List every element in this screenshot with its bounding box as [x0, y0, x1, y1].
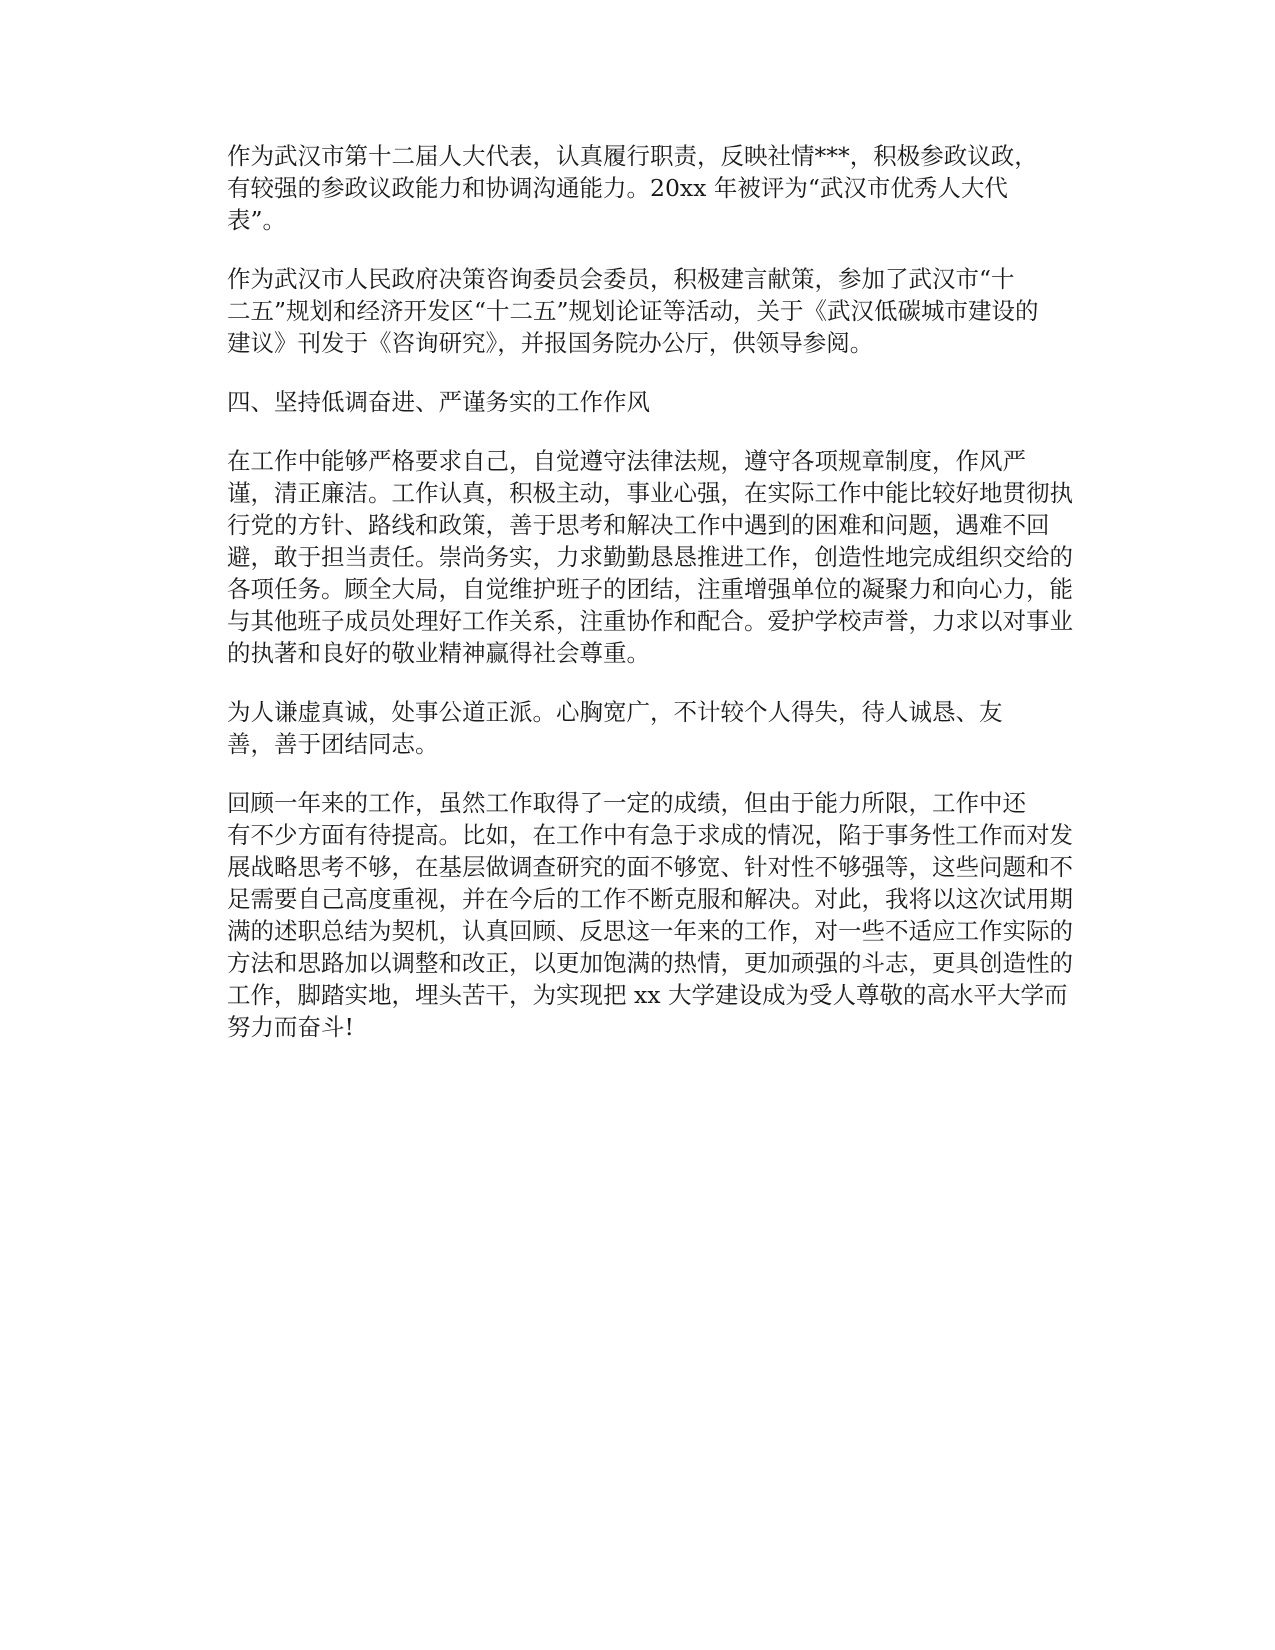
text-line: 展战略思考不够，在基层做调查研究的面不够宽、针对性不够强等，这些问题和不 — [227, 853, 1073, 881]
text-line: 建议》刊发于《咨询研究》，并报国务院办公厅，供领导参阅。 — [227, 329, 874, 357]
text-line: 为人谦虚真诚，处事公道正派。心胸宽广，不计较个人得失，待人诚恳、友 — [227, 698, 1003, 726]
section-heading — [180, 386, 1095, 418]
text-line: 二五”规划和经济开发区“十二五”规划论证等活动，关于《武汉低碳城市建设的 — [227, 297, 1039, 325]
paragraph-consultant — [180, 263, 1095, 359]
text-line: 行党的方针、路线和政策，善于思考和解决工作中遇到的困难和问题，遇难不回 — [227, 511, 1050, 539]
text-line: 在工作中能够严格要求自己，自觉遵守法律法规，遵守各项规章制度，作风严 — [227, 447, 1026, 475]
text-line: 各项任务。顾全大局，自觉维护班子的团结，注重增强单位的凝聚力和向心力，能 — [227, 575, 1073, 603]
text-line: 足需要自己高度重视，并在今后的工作不断克服和解决。对此，我将以这次试用期 — [227, 885, 1073, 913]
text-line: 与其他班子成员处理好工作关系，注重协作和配合。爱护学校声誉，力求以对事业 — [227, 607, 1073, 635]
text-line: 善，善于团结同志。 — [227, 730, 439, 758]
heading-text: 四、坚持低调奋进、严谨务实的工作作风 — [227, 388, 650, 416]
text-line: 回顾一年来的工作，虽然工作取得了一定的成绩，但由于能力所限，工作中还 — [227, 789, 1026, 817]
document-page — [180, 140, 1095, 1070]
text-line: 有较强的参政议政能力和协调沟通能力。20xx 年被评为“武汉市优秀人大代 — [227, 174, 1008, 202]
paragraph-review — [180, 787, 1095, 1043]
text-line: 的执著和良好的敬业精神赢得社会尊重。 — [227, 639, 650, 667]
paragraph-representative — [180, 140, 1095, 236]
text-line: 工作，脚踏实地，埋头苦干，为实现把 xx 大学建设成为受人尊敬的高水平大学而 — [227, 981, 1068, 1009]
text-line: 谨，清正廉洁。工作认真，积极主动，事业心强，在实际工作中能比较好地贯彻执 — [227, 479, 1073, 507]
text-line: 避，敢于担当责任。崇尚务实，力求勤勤恳恳推进工作，创造性地完成组织交给的 — [227, 543, 1073, 571]
text-line: 表”。 — [227, 206, 287, 234]
text-line: 努力而奋斗! — [227, 1013, 354, 1041]
text-line: 满的述职总结为契机，认真回顾、反思这一年来的工作，对一些不适应工作实际的 — [227, 917, 1073, 945]
text-line: 有不少方面有待提高。比如，在工作中有急于求成的情况，陷于事务性工作而对发 — [227, 821, 1073, 849]
text-line: 作为武汉市人民政府决策咨询委员会委员，积极建言献策，参加了武汉市“十 — [227, 265, 1015, 293]
paragraph-work-style — [180, 445, 1095, 669]
paragraph-character — [180, 696, 1095, 760]
text-line: 作为武汉市第十二届人大代表，认真履行职责，反映社情***，积极参政议政， — [227, 142, 1038, 170]
text-line: 方法和思路加以调整和改正，以更加饱满的热情，更加顽强的斗志，更具创造性的 — [227, 949, 1073, 977]
